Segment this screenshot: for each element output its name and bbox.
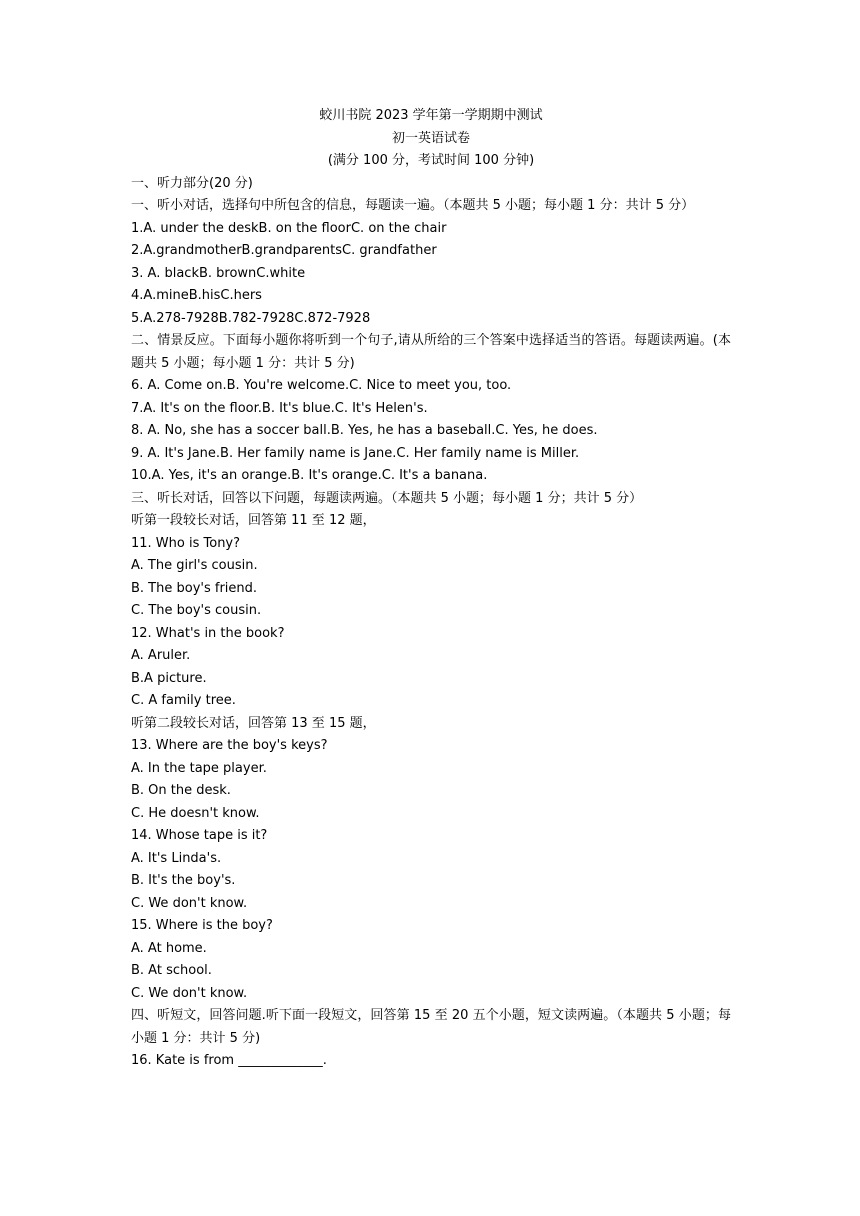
part-one-instruction: 一、听小对话，选择句中所包含的信息，每题读一遍。（本题共 5 小题；每小题 1 分：共计 5 分） <box>131 198 695 213</box>
answer-option: A. Aruler. <box>131 648 191 663</box>
exam-page <box>131 105 731 1073</box>
dialogue-two-instruction: 听第二段较长对话，回答第 13 至 15 题， <box>131 715 376 731</box>
answer-option: B. At school. <box>131 963 212 978</box>
answer-option: A. The girl's cousin. <box>131 558 258 573</box>
fill-in-question: 16. Kate is from _____________. <box>131 1053 327 1068</box>
answer-option: C. We don't know. <box>131 895 248 911</box>
answer-option: C. The boy's cousin. <box>131 603 262 618</box>
answer-option: A. In the tape player. <box>131 760 267 776</box>
answer-option: B.A picture. <box>131 670 207 686</box>
question-stem: 12. What's in the book? <box>131 625 285 641</box>
answer-option: C. A family tree. <box>131 693 236 708</box>
part-two-instruction: 二、情景反应。下面每小题你将听到一个句子,请从所给的三个答案中选择适当的答语。每题读两遍。(本题共 5 小题；每小题 1 分：共计 5 分) <box>131 333 731 371</box>
answer-option: B. On the desk. <box>131 783 231 798</box>
question-item: 10.A. Yes, it's an orange.B. It's orange.C. It's a banana. <box>131 468 488 483</box>
question-item: 9. A. It's Jane.B. Her family name is Jane.C. Her family name is Miller. <box>131 445 580 461</box>
question-stem: 14. Whose tape is it? <box>131 828 268 843</box>
answer-option: A. It's Linda's. <box>131 850 222 866</box>
section-heading-listening: 一、听力部分(20 分) <box>131 175 253 191</box>
answer-option: C. We don't know. <box>131 985 248 1001</box>
exam-note: (满分 100 分，考试时间 100 分钟) <box>327 153 535 168</box>
question-item: 7.A. It's on the floor.B. It's blue.C. It's Helen's. <box>131 400 428 416</box>
title-block <box>131 105 731 173</box>
part-three-instruction: 三、听长对话，回答以下问题，每题读两遍。（本题共 5 小题；每小题 1 分；共计 5 分） <box>131 490 643 506</box>
exam-title: 蛟川书院 2023 学年第一学期期中测试 <box>319 108 543 123</box>
question-item: 5.A.278-7928B.782-7928C.872-7928 <box>131 310 371 326</box>
question-item: 6. A. Come on.B. You're welcome.C. Nice to meet you, too. <box>131 378 512 393</box>
question-stem: 11. Who is Tony? <box>131 535 241 551</box>
question-item: 4.A.mineB.hisC.hers <box>131 288 262 303</box>
answer-option: B. The boy's friend. <box>131 580 258 596</box>
question-stem: 13. Where are the boy's keys? <box>131 738 328 753</box>
question-stem: 15. Where is the boy? <box>131 918 273 933</box>
answer-option: A. At home. <box>131 940 207 956</box>
question-item: 3. A. blackB. brownC.white <box>131 265 306 281</box>
question-item: 8. A. No, she has a soccer ball.B. Yes, he has a baseball.C. Yes, he does. <box>131 423 598 438</box>
part-four-instruction: 四、听短文，回答问题.听下面一段短文，回答第 15 至 20 五个小题，短文读两遍。（本题共 5 小题；每小题 1 分：共计 5 分) <box>131 1008 731 1046</box>
answer-option: C. He doesn't know. <box>131 805 260 821</box>
question-item: 1.A. under the deskB. on the floorC. on the chair <box>131 220 447 236</box>
answer-option: B. It's the boy's. <box>131 873 236 888</box>
exam-subtitle: 初一英语试卷 <box>391 130 470 146</box>
dialogue-one-instruction: 听第一段较长对话，回答第 11 至 12 题， <box>131 513 376 528</box>
question-item: 2.A.grandmotherB.grandparentsC. grandfather <box>131 243 437 258</box>
